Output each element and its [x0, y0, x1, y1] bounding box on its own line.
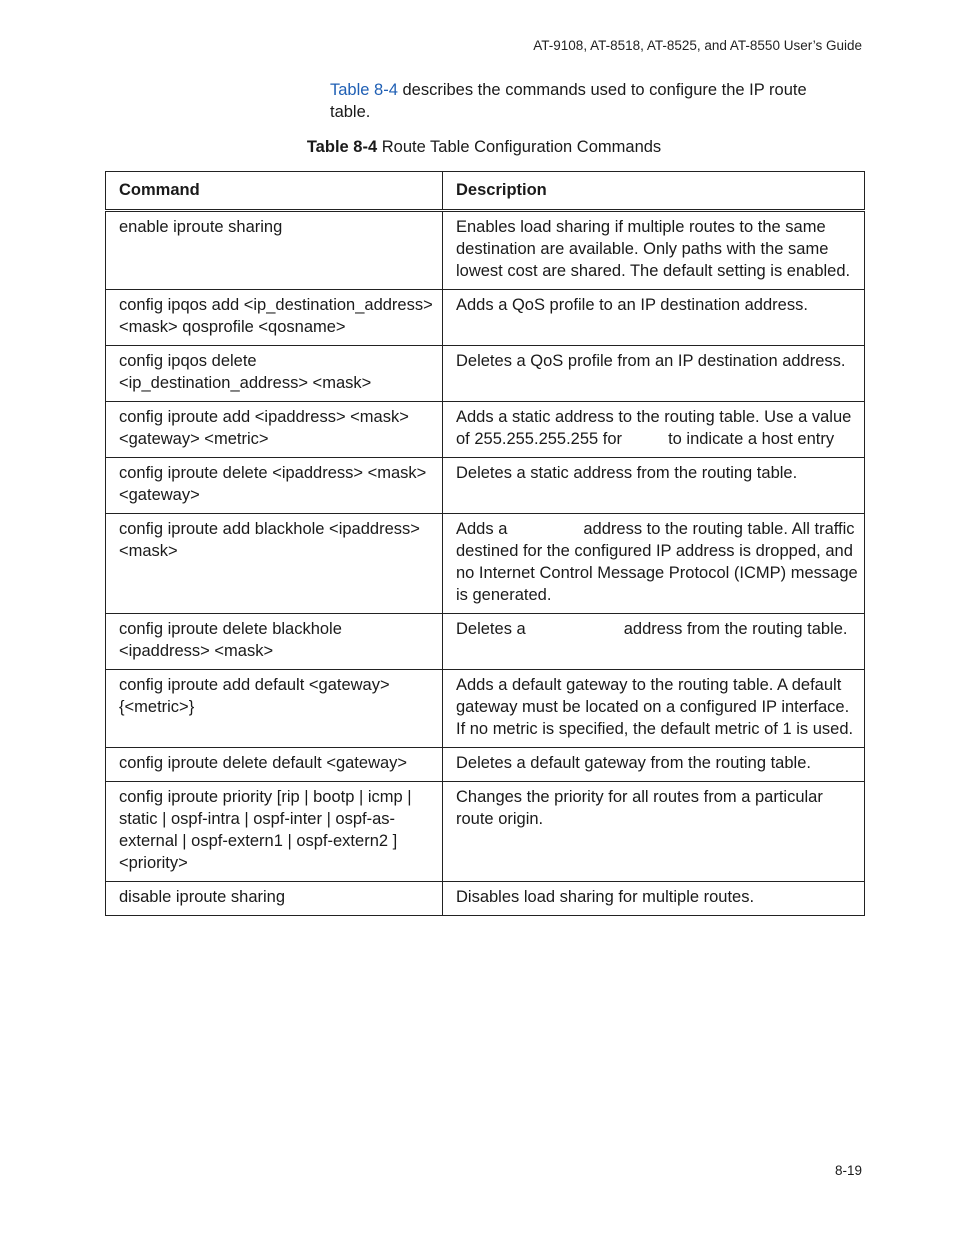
- description-cell: [443, 402, 865, 458]
- description-cell: Changes the priority for all routes from a particular route origin.: [443, 782, 865, 882]
- command-cell: enable iproute sharing: [106, 211, 443, 290]
- command-cell: config iproute delete blackhole <ipaddress> <mask>: [106, 614, 443, 670]
- table-row: [106, 290, 865, 346]
- command-cell: config ipqos add <ip_destination_address> <mask> qosprofile <qosname>: [106, 290, 443, 346]
- description-text-part: Adds a: [456, 520, 508, 538]
- command-cell: config iproute add <ipaddress> <mask> <gateway> <metric>: [106, 402, 443, 458]
- table-cross-reference-link[interactable]: Table 8-4: [330, 81, 398, 99]
- command-cell: config iproute add blackhole <ipaddress> <mask>: [106, 514, 443, 614]
- table-caption-title: Route Table Configuration Commands: [381, 138, 662, 156]
- table-row: [106, 514, 865, 614]
- intro-paragraph: [330, 79, 850, 123]
- table-row: [106, 458, 865, 514]
- description-cell: Deletes a QoS profile from an IP destination address.: [443, 346, 865, 402]
- command-cell: config iproute delete <ipaddress> <mask> <gateway>: [106, 458, 443, 514]
- table-row: [106, 882, 865, 916]
- description-cell: [443, 614, 865, 670]
- table-row: [106, 748, 865, 782]
- table-caption: [0, 138, 954, 157]
- table-row: [106, 402, 865, 458]
- description-cell: Disables load sharing for multiple routes.: [443, 882, 865, 916]
- description-text-part: Deletes a: [456, 620, 526, 638]
- description-cell: Deletes a static address from the routing table.: [443, 458, 865, 514]
- description-cell: Adds a QoS profile to an IP destination address.: [443, 290, 865, 346]
- table-row: [106, 614, 865, 670]
- command-cell: config ipqos delete <ip_destination_address> <mask>: [106, 346, 443, 402]
- table-header-row: [106, 172, 865, 211]
- description-cell: Enables load sharing if multiple routes to the same destination are available. Only paths with the same lowest cost are shared. The default setting is enabled.: [443, 211, 865, 290]
- description-text-part: Adds a static address to the routing table. Use a value of 255.255.255.255 for: [456, 408, 852, 448]
- command-cell: disable iproute sharing: [106, 882, 443, 916]
- table-row: [106, 346, 865, 402]
- table-row: [106, 782, 865, 882]
- table-row: [106, 211, 865, 290]
- description-cell: [443, 514, 865, 614]
- command-cell: config iproute delete default <gateway>: [106, 748, 443, 782]
- column-header-command: Command: [106, 172, 443, 211]
- running-header: AT-9108, AT-8518, AT-8525, and AT-8550 User’s Guide: [533, 38, 862, 53]
- description-text-part: to indicate a host entry: [668, 430, 835, 448]
- table-caption-number: Table 8-4: [306, 138, 378, 156]
- intro-text: describes the commands used to configure the IP route table.: [330, 81, 807, 121]
- table-row: [106, 670, 865, 748]
- description-text-part: address from the routing table.: [623, 620, 848, 638]
- command-cell: config iproute add default <gateway> {<metric>}: [106, 670, 443, 748]
- page-number: 8-19: [834, 1163, 862, 1178]
- command-cell: config iproute priority [rip | bootp | icmp | static | ospf-intra | ospf-inter | ospf-as-external | ospf-extern1 | ospf-extern2 ] <priority>: [106, 782, 443, 882]
- description-cell: Adds a default gateway to the routing table. A default gateway must be located on a configured IP interface. If no metric is specified, the default metric of 1 is used.: [443, 670, 865, 748]
- description-cell: Deletes a default gateway from the routing table.: [443, 748, 865, 782]
- column-header-description: Description: [443, 172, 865, 211]
- route-table-commands: [105, 171, 865, 916]
- description-text-part: address to the routing table. All traffic destined for the configured IP address is dropped, and no Internet Control Message Protocol (ICMP) message is generated.: [456, 520, 858, 604]
